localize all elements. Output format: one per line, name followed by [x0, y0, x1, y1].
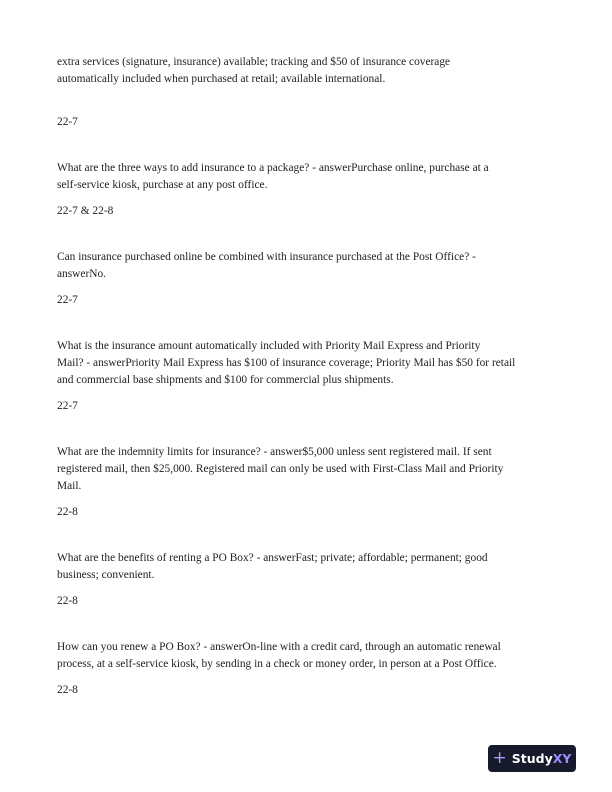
brand-study: Study: [511, 751, 553, 766]
paragraph-line: Mail? - answerPriority Mail Express has $100 of insurance coverage; Priority Mail has $50 for retail: [57, 357, 516, 369]
paragraph-line: self-service kiosk, purchase at any post office.: [57, 179, 268, 191]
section-reference: 22-7: [57, 294, 78, 306]
section-reference: 22-8: [57, 506, 78, 518]
badge-brand: [512, 751, 572, 766]
section-reference: 22-7: [57, 116, 78, 128]
qa-paragraph: [57, 639, 577, 673]
qa-paragraph: [57, 249, 577, 283]
paragraph-line: business; convenient.: [57, 569, 155, 581]
qa-paragraph: [57, 338, 577, 389]
plus-icon: +: [492, 748, 507, 768]
paragraph-line: extra services (signature, insurance) available; tracking and $50 of insurance coverage: [57, 56, 451, 68]
paragraph-line: Mail.: [57, 480, 82, 492]
paragraph-line: What are the benefits of renting a PO Box? - answerFast; private; affordable; permanent; good: [57, 552, 488, 564]
paragraph-line: Can insurance purchased online be combined with insurance purchased at the Post Office? -: [57, 251, 476, 263]
section-reference: 22-7 & 22-8: [57, 205, 114, 217]
paragraph-line: registered mail, then $25,000. Registered mail can only be used with First-Class Mail and Priority: [57, 463, 504, 475]
paragraph-line: What are the three ways to add insurance to a package? - answerPurchase online, purchase at a: [57, 162, 489, 174]
qa-paragraph: [57, 54, 577, 88]
paragraph-line: answerNo.: [57, 268, 107, 280]
qa-paragraph: [57, 550, 577, 584]
paragraph-line: What are the indemnity limits for insurance? - answer$5,000 unless sent registered mail. If sent: [57, 446, 492, 458]
section-reference: 22-8: [57, 595, 78, 607]
paragraph-line: automatically included when purchased at retail; available international.: [57, 73, 386, 85]
section-reference: 22-8: [57, 684, 78, 696]
paragraph-line: What is the insurance amount automatically included with Priority Mail Express and Priority: [57, 340, 481, 352]
paragraph-line: How can you renew a PO Box? - answerOn-line with a credit card, through an automatic renewal: [57, 641, 501, 653]
qa-paragraph: [57, 160, 577, 194]
studyxy-badge[interactable]: [488, 745, 576, 772]
qa-paragraph: [57, 444, 577, 495]
brand-xy: XY: [552, 751, 572, 766]
paragraph-line: process, at a self-service kiosk, by sending in a check or money order, in person at a Post Office.: [57, 658, 497, 670]
section-reference: 22-7: [57, 400, 78, 412]
paragraph-line: and commercial base shipments and $100 for commercial plus shipments.: [57, 374, 394, 386]
